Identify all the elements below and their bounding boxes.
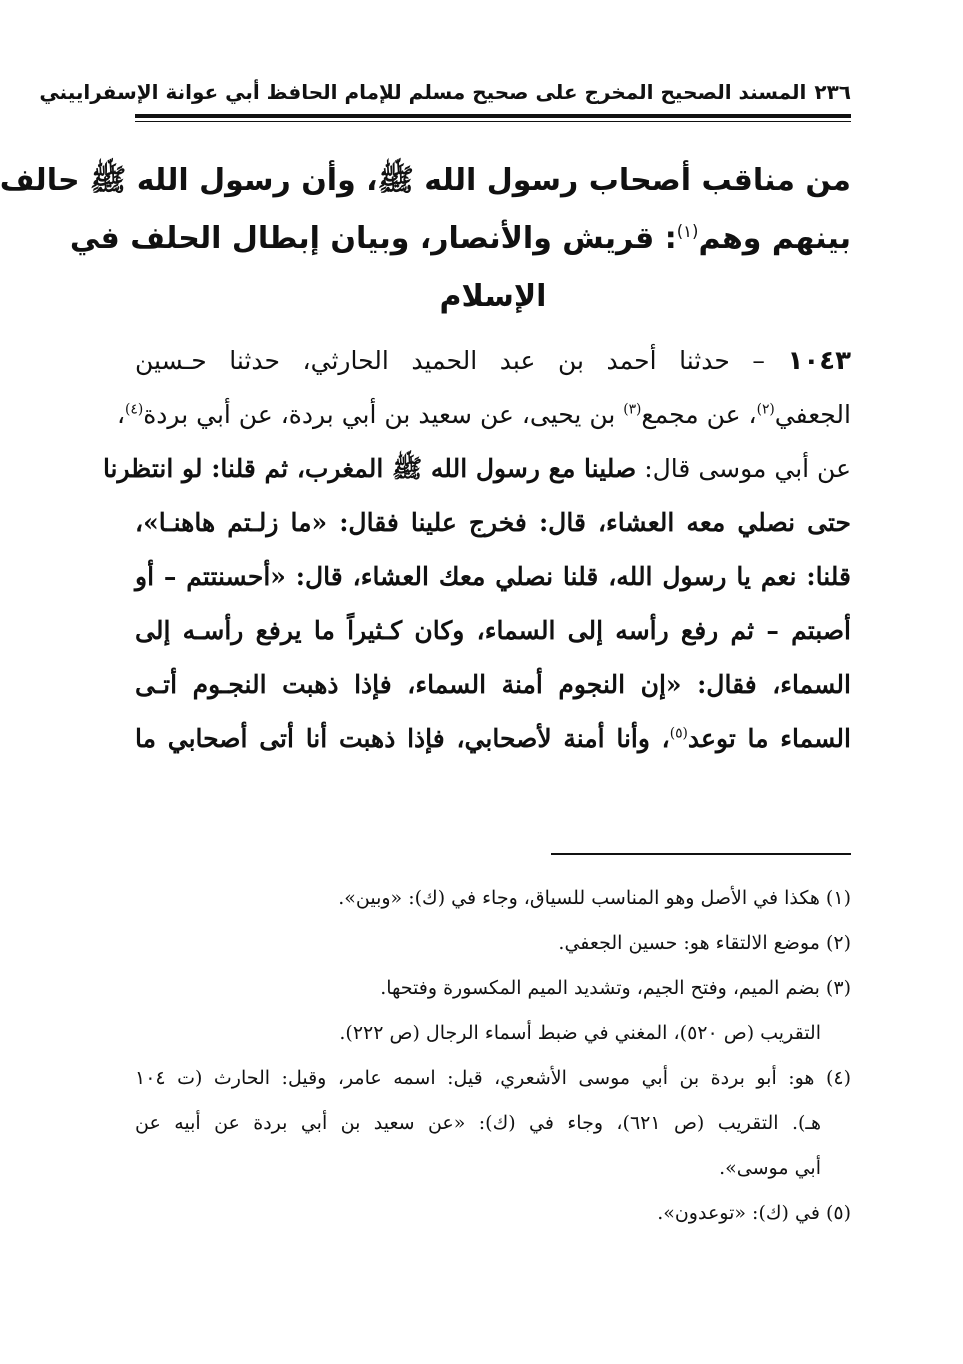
chapter-heading-line-2 [69,210,851,268]
footnote-5: (٥) في (ك): «توعدون». [657,1202,851,1224]
chapter-heading-line-1: من مناقب أصحاب رسول الله ﷺ، وأن رسول الله ﷺ حالف [0,163,851,198]
body-text: بن يحيى، عن سعيد بن أبي بردة، عن أبي بردة [143,400,624,429]
footnote-1: (١) هكذا في الأصل وهو المناسب للسياق، وجاء في (ك): «وبين». [338,887,851,909]
footnote-2: (٢) موضع الالتقاء هو: حسين الجعفي. [558,932,851,954]
chapter-text: : قريش والأنصار، وبيان إبطال الحلف في [69,221,677,256]
footnote-ref: (٤) [125,401,144,418]
book-title: المسند الصحيح المخرج على صحيح مسلم للإمام الحافظ أبي عوانة الإسفراييني [39,80,807,104]
footnote-ref: (٥) [669,725,688,742]
body-line-7: السماء، فقال: «إن النجوم أمنة السماء، فإذا ذهبت النجـوم أتـى [135,670,851,699]
hadith-body [102,334,851,766]
chapter-text: بينهم وهم [698,221,851,256]
body-line-1 [135,334,851,388]
body-text: الجعفي [774,400,851,429]
hadith-number: ١٠٤٣ [787,346,851,376]
chapter-heading-line-3: الإسلام [439,279,547,314]
body-line-8 [135,712,851,766]
footnotes [135,876,851,1236]
body-text-bold: ، وأنا أمنة لأصحابي، فإذا ذهبت أنا أتى أصحابي ما [135,724,670,753]
body-line-4: حتى نصلي معه العشاء، قال: فخرج علينا فقال: «ما زلـتم هاهنـا»، [135,508,851,537]
footnote-4-line-3: أبي موسى». [719,1157,821,1179]
header-rule-thick [135,114,851,118]
body-line-6: أصبتم – ثم رفع رأسه إلى السماء، وكان كـثيراً ما يرفع رأسـه إلى [135,616,851,645]
chapter-heading [0,152,851,326]
body-text: – حدثنا أحمد بن عبد الحميد الحارثي، حدثنا حـسين [135,346,788,375]
body-text: ، عن مجمع [641,400,757,429]
footnote-4-line-1: (٤) هو: أبو بردة بن أبي موسى الأشعري، قيل: اسمه عامر، وقيل: الحارث (ت ١٠٤ [135,1067,851,1089]
header-rule-thin [135,121,851,122]
body-text: ، [116,400,126,429]
footnote-separator [551,853,851,855]
page-number: ٢٣٦ [814,80,851,104]
body-text: عن أبي موسى قال: [636,454,851,483]
body-line-3 [102,442,851,496]
footnote-ref: (١) [676,222,699,241]
footnote-3: (٣) بضم الميم، وفتح الجيم، وتشديد الميم المكسورة وفتحها. [380,977,851,999]
footnote-ref: (٢) [756,401,775,418]
body-text-bold: السماء ما توعد [687,724,851,753]
body-text-bold: صلينا مع رسول الله ﷺ المغرب، ثم قلنا: لو انتظرنا [102,454,637,483]
body-line-2 [116,388,851,442]
footnote-3-continuation: التقريب (ص ٥٢٠)، المغني في ضبط أسماء الرجال (ص ٢٢٢). [339,1022,821,1044]
running-header [39,72,851,112]
footnote-ref: (٣) [623,401,642,418]
footnote-4-line-2: هـ). التقريب (ص ٦٢١)، وجاء في (ك): «عن سعيد بن أبي بردة عن أبيه عن [135,1112,821,1134]
body-line-5: قلنا: نعم يا رسول الله، قلنا نصلي معك العشاء، قال: «أحسنتتم – أو [135,562,851,591]
